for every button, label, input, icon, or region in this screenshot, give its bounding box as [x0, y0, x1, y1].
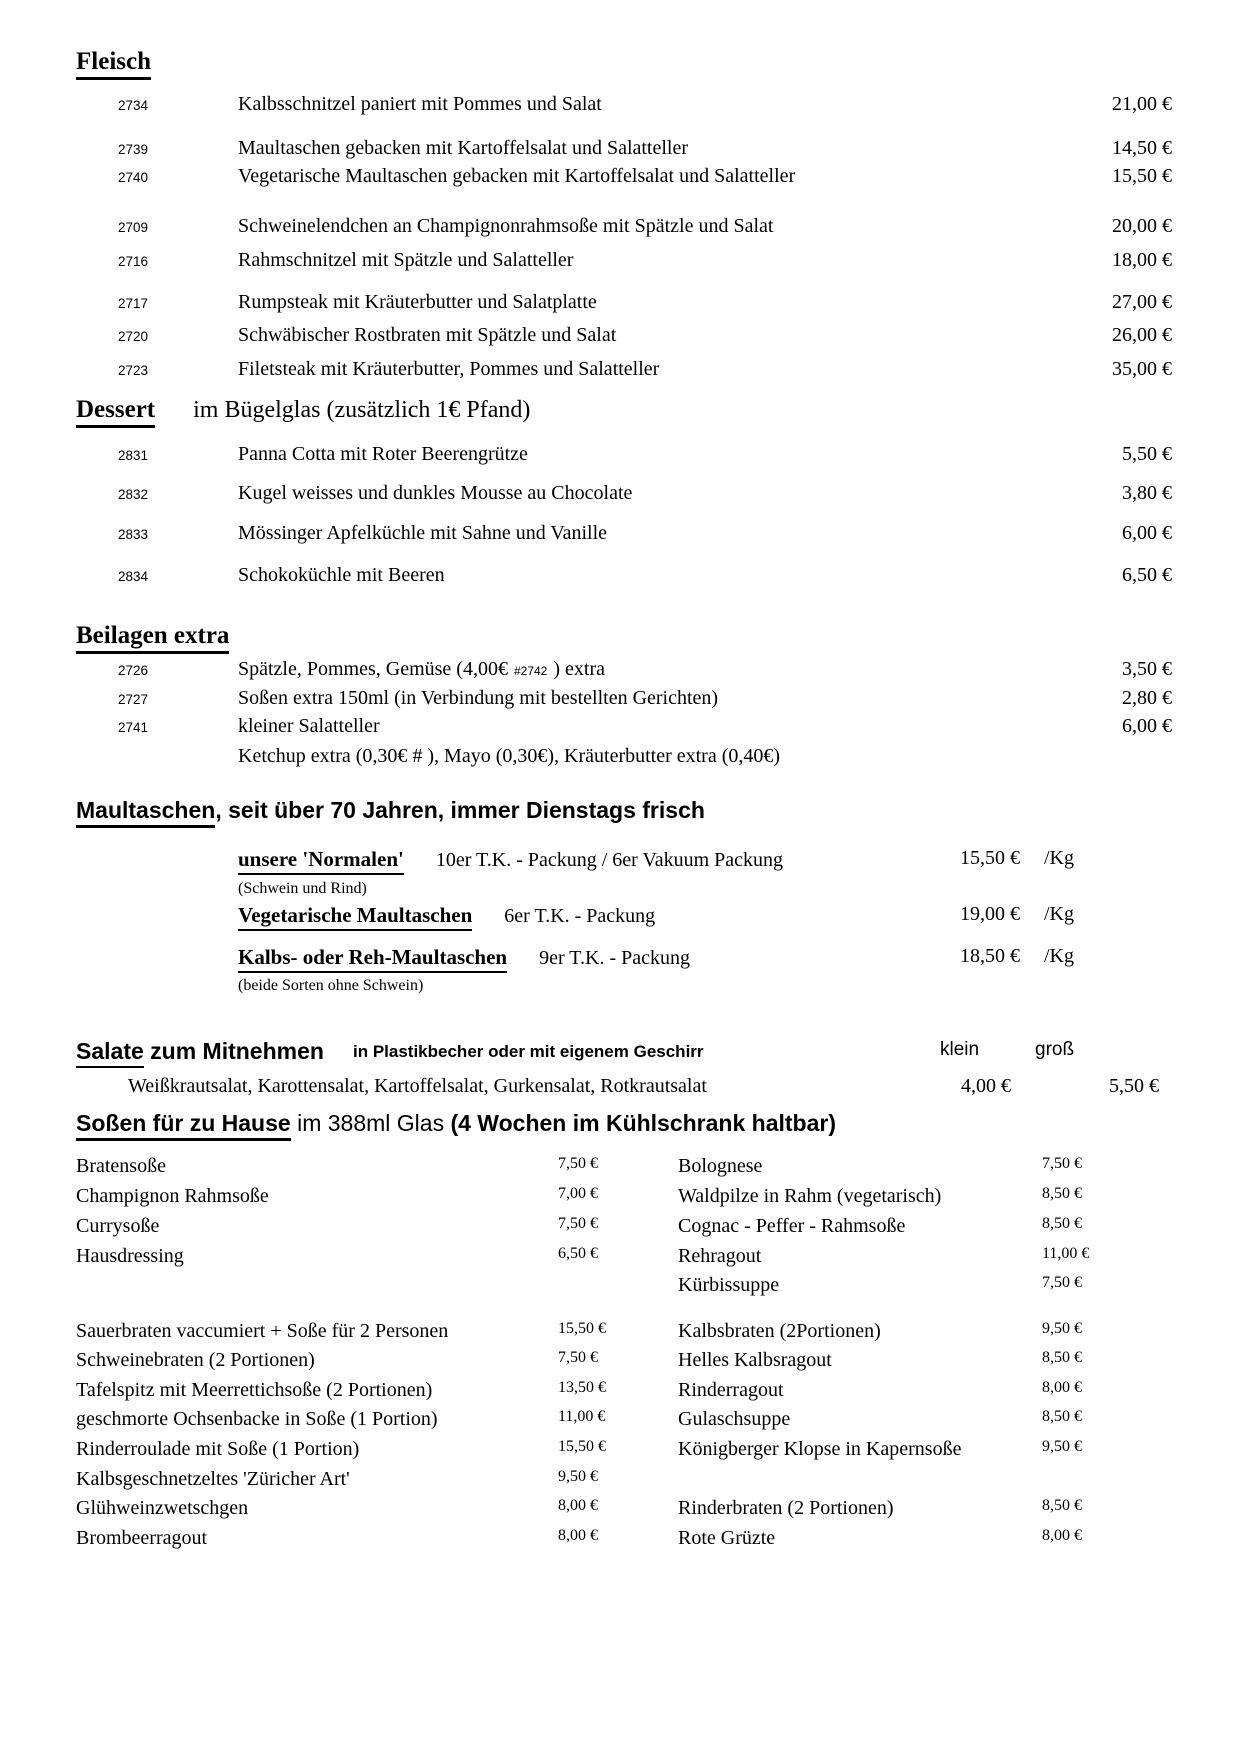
sauce-name-left: geschmorte Ochsenbacke in Soße (1 Portion)	[76, 1408, 438, 1430]
product-price: 18,50 €	[960, 945, 1020, 967]
sauce-row	[76, 1185, 1172, 1215]
sauce-name-right: Cognac - Peffer - Rahmsoße	[678, 1215, 906, 1237]
section-title-fleisch: Fleisch	[76, 48, 151, 80]
item-name: Spätzle, Pommes, Gemüse (4,00€	[238, 658, 508, 680]
sauce-name-left: Bratensoße	[76, 1155, 166, 1177]
item-code: 2833	[118, 527, 149, 542]
maultaschen-title-rest: , seit über 70 Jahren, immer Dienstags frisch	[215, 797, 705, 823]
menu-item-row	[76, 482, 1172, 512]
menu-item-row	[76, 165, 1172, 195]
menu-item-row	[76, 687, 1172, 717]
item-name: Schweinelendchen an Champignonrahmsoße mit Spätzle und Salat	[238, 215, 774, 237]
sauce-name-right: Kürbissuppe	[678, 1274, 780, 1296]
sauce-name-right: Kalbsbraten (2Portionen)	[678, 1320, 881, 1342]
salate-price-small: 4,00 €	[961, 1075, 1011, 1097]
sauce-price-left: 7,50 €	[558, 1155, 598, 1172]
sauce-price-right: 8,50 €	[1042, 1349, 1082, 1366]
menu-item-row	[76, 443, 1172, 473]
sauce-name-left: Hausdressing	[76, 1245, 184, 1267]
sauce-price-left: 15,50 €	[558, 1438, 606, 1455]
sauce-price-left: 8,00 €	[558, 1497, 598, 1514]
sauce-name-right: Waldpilze in Rahm (vegetarisch)	[678, 1185, 942, 1207]
menu-item-row	[76, 715, 1172, 745]
menu-item-row	[76, 291, 1172, 321]
sauce-name-left: Rinderroulade mit Soße (1 Portion)	[76, 1438, 360, 1460]
menu-item-row	[76, 324, 1172, 354]
dessert-subtitle: im Bügelglas (zusätzlich 1€ Pfand)	[193, 397, 531, 423]
column-header-klein: klein	[940, 1039, 980, 1060]
item-price: 20,00 €	[1112, 215, 1172, 237]
section-fleisch	[76, 48, 1172, 393]
salate-item-name: Weißkrautsalat, Karottensalat, Kartoffelsalat, Gurkensalat, Rotkrautsalat	[128, 1075, 707, 1097]
sauce-name-right: Rinderbraten (2 Portionen)	[678, 1497, 894, 1519]
item-price: 15,50 €	[1112, 165, 1172, 187]
item-price: 3,80 €	[1122, 482, 1172, 504]
sauce-price-right: 8,50 €	[1042, 1215, 1082, 1232]
item-code: 2716	[118, 254, 149, 269]
menu-item-row	[76, 564, 1172, 594]
section-title-dessert: Dessert	[76, 396, 155, 428]
sauce-price-left: 7,50 €	[558, 1349, 598, 1366]
item-name: Rumpsteak mit Kräuterbutter und Salatplatte	[238, 291, 597, 313]
section-sossen	[76, 1110, 1172, 1570]
item-name: Schwäbischer Rostbraten mit Spätzle und Salat	[238, 324, 617, 346]
menu-item-row	[76, 93, 1172, 123]
sauce-name-right: Rinderragout	[678, 1379, 784, 1401]
product-price: 15,50 €	[960, 847, 1020, 869]
sauce-price-left: 6,50 €	[558, 1245, 598, 1262]
item-name: Rahmschnitzel mit Spätzle und Salatteller	[238, 249, 574, 271]
sauce-price-left: 13,50 €	[558, 1379, 606, 1396]
sauce-price-left: 9,50 €	[558, 1468, 598, 1485]
beilagen-note: Ketchup extra (0,30€ # ), Mayo (0,30€), Kräuterbutter extra (0,40€)	[238, 745, 781, 767]
salate-title	[76, 1038, 324, 1064]
sauce-row	[76, 1497, 1172, 1527]
sauce-price-left: 7,00 €	[558, 1185, 598, 1202]
sauce-price-right: 9,50 €	[1042, 1320, 1082, 1337]
item-name: Filetsteak mit Kräuterbutter, Pommes und Salatteller	[238, 358, 660, 380]
sauce-price-right: 8,50 €	[1042, 1185, 1082, 1202]
product-desc: 6er T.K. - Packung	[504, 905, 656, 927]
sauce-price-left: 11,00 €	[558, 1408, 606, 1425]
menu-item-row	[76, 658, 1172, 688]
item-price: 6,00 €	[1122, 522, 1172, 544]
item-name: Panna Cotta mit Roter Beerengrütze	[238, 443, 528, 465]
sauce-row	[76, 1349, 1172, 1379]
section-title-beilagen: Beilagen extra	[76, 622, 229, 654]
menu-item-row	[76, 137, 1172, 167]
item-name: Mössinger Apfelküchle mit Sahne und Vanille	[238, 522, 608, 544]
sauce-name-right: Rote Grüzte	[678, 1527, 776, 1549]
sauce-row	[76, 1245, 1172, 1275]
product-desc: 10er T.K. - Packung / 6er Vakuum Packung	[435, 849, 784, 871]
item-price: 21,00 €	[1112, 93, 1172, 115]
sossen-header	[76, 1110, 1172, 1141]
product-name: Kalbs- oder Reh-Maultaschen	[238, 945, 507, 973]
product-unit: /Kg	[1044, 847, 1074, 869]
item-code: 2831	[118, 448, 149, 463]
item-price: 2,80 €	[1122, 687, 1172, 709]
sauce-price-right: 8,50 €	[1042, 1497, 1082, 1514]
menu-item-row	[76, 522, 1172, 552]
salate-title-rest: zum Mitnehmen	[143, 1038, 324, 1064]
item-code: 2720	[118, 329, 149, 344]
sauce-price-right: 8,50 €	[1042, 1408, 1082, 1425]
column-header-gross: groß	[1035, 1039, 1075, 1060]
item-name: kleiner Salatteller	[238, 715, 380, 737]
item-price: 5,50 €	[1122, 443, 1172, 465]
item-name: Kugel weisses und dunkles Mousse au Chocolate	[238, 482, 633, 504]
item-price: 26,00 €	[1112, 324, 1172, 346]
sauce-name-left: Glühweinzwetschgen	[76, 1497, 249, 1519]
sossen-subtitle-bold: (4 Wochen im Kühlschrank haltbar)	[450, 1110, 836, 1136]
sauce-name-left: Schweinebraten (2 Portionen)	[76, 1349, 315, 1371]
maultaschen-title-word: Maultaschen	[76, 797, 215, 828]
product-note: (Schwein und Rind)	[238, 880, 367, 897]
sauce-row	[76, 1527, 1172, 1557]
sauce-row	[76, 1155, 1172, 1185]
item-name: Schokoküchle mit Beeren	[238, 564, 445, 586]
section-title-maultaschen	[76, 797, 1172, 828]
sauce-name-left: Champignon Rahmsoße	[76, 1185, 269, 1207]
item-name: Maultaschen gebacken mit Kartoffelsalat und Salatteller	[238, 137, 689, 159]
item-code: 2832	[118, 487, 149, 502]
sauce-name-right: Gulaschsuppe	[678, 1408, 791, 1430]
item-code: 2723	[118, 363, 149, 378]
product-row	[76, 903, 1172, 935]
sauce-price-left: 8,00 €	[558, 1527, 598, 1544]
sauce-row	[76, 1468, 1172, 1498]
sossen-title: Soßen für zu Hause	[76, 1110, 291, 1141]
sauce-name-right: Rehragout	[678, 1245, 762, 1267]
sauce-row	[76, 1438, 1172, 1468]
product-name: unsere 'Normalen'	[238, 847, 404, 875]
item-price: 6,00 €	[1122, 715, 1172, 737]
sauce-name-left: Kalbsgeschnetzeltes 'Züricher Art'	[76, 1468, 350, 1490]
salate-header	[76, 1038, 1172, 1068]
item-code: 2740	[118, 170, 149, 185]
sauce-price-right: 7,50 €	[1042, 1274, 1082, 1291]
product-desc: 9er T.K. - Packung	[539, 947, 691, 969]
item-name: Vegetarische Maultaschen gebacken mit Kartoffelsalat und Salatteller	[238, 165, 796, 187]
sauce-name-left: Tafelspitz mit Meerrettichsoße (2 Portionen)	[76, 1379, 433, 1401]
sauce-name-left: Brombeerragout	[76, 1527, 208, 1549]
product-row	[76, 847, 1172, 879]
item-name: Soßen extra 150ml (in Verbindung mit bestellten Gerichten)	[238, 687, 719, 709]
sauce-price-right: 8,00 €	[1042, 1527, 1082, 1544]
sauce-price-right: 8,00 €	[1042, 1379, 1082, 1396]
menu-item-row	[76, 215, 1172, 245]
sauce-price-left: 15,50 €	[558, 1320, 606, 1337]
salate-subtitle: in Plastikbecher oder mit eigenem Geschirr	[353, 1042, 704, 1061]
product-unit: /Kg	[1044, 903, 1074, 925]
sauce-price-right: 7,50 €	[1042, 1155, 1082, 1172]
section-dessert	[76, 396, 1172, 601]
sauce-name-left: Sauerbraten vaccumiert + Soße für 2 Personen	[76, 1320, 449, 1342]
item-price: 18,00 €	[1112, 249, 1172, 271]
item-price: 14,50 €	[1112, 137, 1172, 159]
item-code: 2741	[118, 720, 149, 735]
product-price: 19,00 €	[960, 903, 1020, 925]
product-row	[76, 945, 1172, 977]
item-name-suffix: ) extra	[553, 658, 605, 680]
salate-price-large: 5,50 €	[1109, 1075, 1159, 1097]
sauce-row	[76, 1320, 1172, 1350]
item-price: 3,50 €	[1122, 658, 1172, 680]
menu-item-row	[76, 249, 1172, 279]
sossen-subtitle-regular: im 388ml Glas	[290, 1110, 451, 1136]
sauce-price-right: 11,00 €	[1042, 1245, 1090, 1262]
sauce-row	[76, 1274, 1172, 1304]
item-name: Kalbsschnitzel paniert mit Pommes und Salat	[238, 93, 602, 115]
sauce-row	[76, 1379, 1172, 1409]
section-maultaschen	[76, 797, 1172, 1012]
item-code: 2709	[118, 220, 149, 235]
sauce-name-right: Helles Kalbsragout	[678, 1349, 832, 1371]
sauce-row	[76, 1215, 1172, 1245]
salate-row	[76, 1075, 1172, 1103]
item-price: 27,00 €	[1112, 291, 1172, 313]
sauce-name-left: Currysoße	[76, 1215, 160, 1237]
sauce-name-right: Bolognese	[678, 1155, 763, 1177]
sauce-row	[76, 1408, 1172, 1438]
section-beilagen	[76, 622, 1172, 782]
item-code: 2834	[118, 569, 149, 584]
product-note: (beide Sorten ohne Schwein)	[238, 977, 424, 994]
item-code: 2739	[118, 142, 149, 157]
sauce-price-left: 7,50 €	[558, 1215, 598, 1232]
product-name: Vegetarische Maultaschen	[238, 903, 472, 931]
sauce-name-right: Königberger Klopse in Kapernsoße	[678, 1438, 962, 1460]
salate-title-word: Salate	[76, 1038, 144, 1068]
item-code: 2727	[118, 692, 149, 707]
product-unit: /Kg	[1044, 945, 1074, 967]
item-price: 35,00 €	[1112, 358, 1172, 380]
sauce-price-right: 9,50 €	[1042, 1438, 1082, 1455]
item-code: 2726	[118, 663, 149, 678]
item-code: 2734	[118, 98, 149, 113]
item-code: 2717	[118, 296, 149, 311]
item-ref-code: #2742	[513, 664, 548, 678]
item-price: 6,50 €	[1122, 564, 1172, 586]
section-salate	[76, 1038, 1172, 1108]
menu-item-row	[76, 358, 1172, 388]
